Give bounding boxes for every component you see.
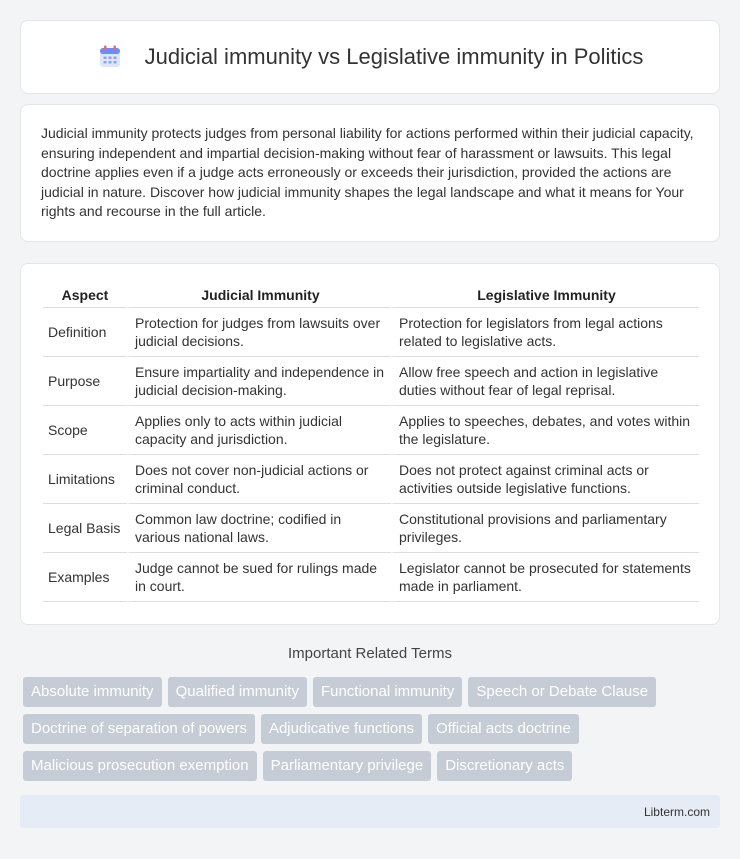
header-card: [20, 20, 720, 94]
related-term-tag[interactable]: Official acts doctrine: [428, 714, 579, 744]
table-row: [43, 504, 699, 553]
intro-text: Judicial immunity protects judges from personal liability for actions performed within their judicial capacity, ensuring independent and impartial decision-making without fear of harassment or lawsuits. This legal doctrine applies even if a judge acts erroneously or exceeds their jurisdiction, provided the actions are judicial in nature. Discover how judicial immunity shapes the legal landscape and what it means for Your rights and recourse in the full article.: [41, 125, 694, 220]
table-row: [43, 553, 699, 602]
table-row: [43, 455, 699, 504]
related-term-tag[interactable]: Qualified immunity: [168, 677, 307, 707]
cell-judicial: Common law doctrine; codified in various national laws.: [127, 504, 391, 553]
cell-legislative: Legislator cannot be prosecuted for statements made in parliament.: [391, 553, 699, 602]
related-terms-section: [0, 645, 740, 676]
header-legislative: Legislative Immunity: [391, 282, 699, 308]
cell-judicial: Does not cover non-judicial actions or criminal conduct.: [127, 455, 391, 504]
calendar-icon: [97, 44, 123, 70]
table-row: [43, 308, 699, 357]
cell-legislative: Constitutional provisions and parliamentary privileges.: [391, 504, 699, 553]
related-term-tag[interactable]: Speech or Debate Clause: [468, 677, 656, 707]
cell-legislative: Protection for legislators from legal actions related to legislative acts.: [391, 308, 699, 357]
table-row: [43, 357, 699, 406]
cell-aspect: Scope: [43, 406, 127, 455]
footer-brand[interactable]: Libterm.com: [643, 804, 710, 819]
comparison-table: [43, 282, 699, 602]
page-title: Judicial immunity vs Legislative immunity in Politics: [144, 44, 644, 69]
cell-judicial: Ensure impartiality and independence in judicial decision-making.: [127, 357, 391, 406]
table-row: [43, 406, 699, 455]
related-terms-title: Important Related Terms: [288, 645, 452, 662]
related-term-tag[interactable]: Doctrine of separation of powers: [23, 714, 255, 744]
cell-judicial: Applies only to acts within judicial capacity and jurisdiction.: [127, 406, 391, 455]
cell-legislative: Applies to speeches, debates, and votes within the legislature.: [391, 406, 699, 455]
cell-judicial: Judge cannot be sued for rulings made in court.: [127, 553, 391, 602]
related-term-tag[interactable]: Parliamentary privilege: [263, 751, 432, 781]
related-term-tag[interactable]: Functional immunity: [313, 677, 462, 707]
related-term-tag[interactable]: Adjudicative functions: [261, 714, 422, 744]
header-judicial: Judicial Immunity: [127, 282, 391, 308]
comparison-card: [20, 263, 720, 625]
related-term-tag[interactable]: Discretionary acts: [437, 751, 572, 781]
cell-legislative: Does not protect against criminal acts or activities outside legislative functions.: [391, 455, 699, 504]
related-term-tag[interactable]: Absolute immunity: [23, 677, 162, 707]
footer: [20, 795, 720, 828]
cell-judicial: Protection for judges from lawsuits over judicial decisions.: [127, 308, 391, 357]
related-term-tag[interactable]: Malicious prosecution exemption: [23, 751, 257, 781]
related-terms-list: [23, 677, 723, 781]
cell-legislative: Allow free speech and action in legislative duties without fear of legal reprisal.: [391, 357, 699, 406]
cell-aspect: Legal Basis: [43, 504, 127, 553]
header-aspect: Aspect: [43, 282, 127, 308]
cell-aspect: Purpose: [43, 357, 127, 406]
table-header-row: [43, 282, 699, 308]
cell-aspect: Definition: [43, 308, 127, 357]
intro-card: [20, 104, 720, 242]
cell-aspect: Limitations: [43, 455, 127, 504]
cell-aspect: Examples: [43, 553, 127, 602]
